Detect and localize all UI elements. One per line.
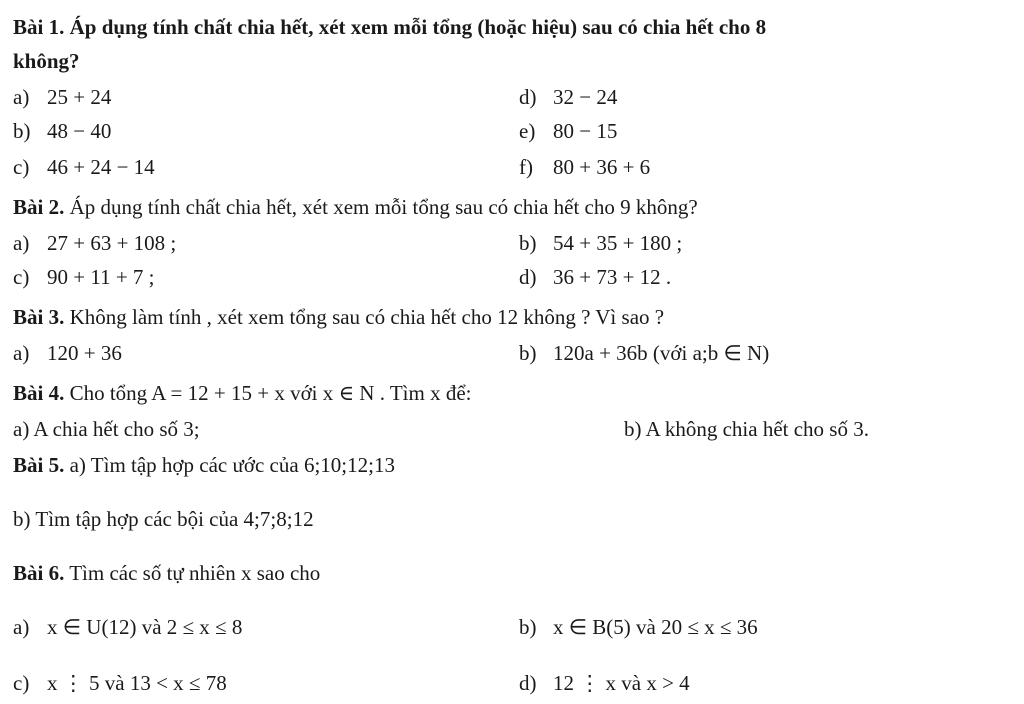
b3-item-a-expr: 120 + 36 xyxy=(47,341,122,365)
b3-item-b-label: b) xyxy=(519,341,537,365)
b1-item-a xyxy=(13,84,111,110)
b5-title: Bài 5. xyxy=(13,453,65,477)
b6-item-a xyxy=(13,614,242,640)
b1-item-d-expr: 32 − 24 xyxy=(553,85,618,109)
b5-text-b: b) Tìm tập hợp các bội của 4;7;8;12 xyxy=(13,507,314,531)
b1-item-e-label: e) xyxy=(519,119,536,143)
b4-text: Cho tổng A = 12 + 15 + x với x ∈ N . Tìm x để: xyxy=(64,381,472,405)
b3-heading xyxy=(13,304,664,330)
b6-item-a-label: a) xyxy=(13,615,30,639)
b1-item-b xyxy=(13,118,111,144)
b6-item-c-expr: x ⋮ 5 và 13 < x ≤ 78 xyxy=(47,671,227,695)
b6-heading xyxy=(13,560,320,586)
b6-item-a-expr: x ∈ U(12) và 2 ≤ x ≤ 8 xyxy=(47,615,243,639)
b1-heading xyxy=(13,14,766,40)
b2-text: Áp dụng tính chất chia hết, xét xem mỗi tổng sau có chia hết cho 9 không? xyxy=(64,195,698,219)
b6-item-b xyxy=(519,614,758,640)
b4-heading xyxy=(13,380,472,406)
b2-title: Bài 2. xyxy=(13,195,65,219)
b6-text: Tìm các số tự nhiên x sao cho xyxy=(64,561,321,585)
b3-item-a xyxy=(13,340,122,366)
b3-title: Bài 3. xyxy=(13,305,65,329)
b2-item-d-label: d) xyxy=(519,265,537,289)
b1-item-d xyxy=(519,84,617,110)
b5-text-a: a) Tìm tập hợp các ước của 6;10;12;13 xyxy=(64,453,395,477)
b2-item-d-expr: 36 + 73 + 12 . xyxy=(553,265,672,289)
b4-item-a: a) A chia hết cho số 3; xyxy=(13,417,200,441)
b1-item-f xyxy=(519,154,650,180)
b1-item-a-expr: 25 + 24 xyxy=(47,85,112,109)
b2-item-c-expr: 90 + 11 + 7 ; xyxy=(47,265,155,289)
b1-item-c-expr: 46 + 24 − 14 xyxy=(47,155,155,179)
b1-item-c-label: c) xyxy=(13,155,30,179)
b6-item-d-label: d) xyxy=(519,671,537,695)
b1-item-f-label: f) xyxy=(519,155,533,179)
b1-item-c xyxy=(13,154,155,180)
b6-item-c-label: c) xyxy=(13,671,30,695)
b2-item-b-label: b) xyxy=(519,231,537,255)
b2-item-d xyxy=(519,264,671,290)
b5-heading xyxy=(13,452,395,478)
b2-item-a-expr: 27 + 63 + 108 ; xyxy=(47,231,177,255)
b1-item-e xyxy=(519,118,617,144)
b2-item-a-label: a) xyxy=(13,231,30,255)
b6-item-d-expr: 12 ⋮ x và x > 4 xyxy=(553,671,690,695)
b1-item-a-label: a) xyxy=(13,85,30,109)
b1-item-d-label: d) xyxy=(519,85,537,109)
b2-item-a xyxy=(13,230,176,256)
b6-item-d xyxy=(519,670,690,696)
b2-heading xyxy=(13,194,698,220)
b2-item-c-label: c) xyxy=(13,265,30,289)
b1-item-b-expr: 48 − 40 xyxy=(47,119,112,143)
b2-item-b-expr: 54 + 35 + 180 ; xyxy=(553,231,683,255)
b6-title: Bài 6. xyxy=(13,561,65,585)
b3-item-a-label: a) xyxy=(13,341,30,365)
b1-text2: không? xyxy=(13,49,80,73)
b2-item-b xyxy=(519,230,682,256)
b6-item-b-label: b) xyxy=(519,615,537,639)
b1-text1: Áp dụng tính chất chia hết, xét xem mỗi tổng (hoặc hiệu) sau có chia hết cho 8 xyxy=(64,15,767,39)
b4-item-b: b) A không chia hết cho số 3. xyxy=(624,417,869,441)
b1-item-b-label: b) xyxy=(13,119,31,143)
b3-text: Không làm tính , xét xem tổng sau có chia hết cho 12 không ? Vì sao ? xyxy=(64,305,665,329)
b1-title: Bài 1. xyxy=(13,15,65,39)
b1-item-e-expr: 80 − 15 xyxy=(553,119,618,143)
b6-item-c xyxy=(13,670,227,696)
b4-title: Bài 4. xyxy=(13,381,65,405)
b2-item-c xyxy=(13,264,155,290)
b3-item-b xyxy=(519,340,769,366)
b3-item-b-expr: 120a + 36b (với a;b ∈ N) xyxy=(553,341,770,365)
b6-item-b-expr: x ∈ B(5) và 20 ≤ x ≤ 36 xyxy=(553,615,758,639)
b1-item-f-expr: 80 + 36 + 6 xyxy=(553,155,651,179)
